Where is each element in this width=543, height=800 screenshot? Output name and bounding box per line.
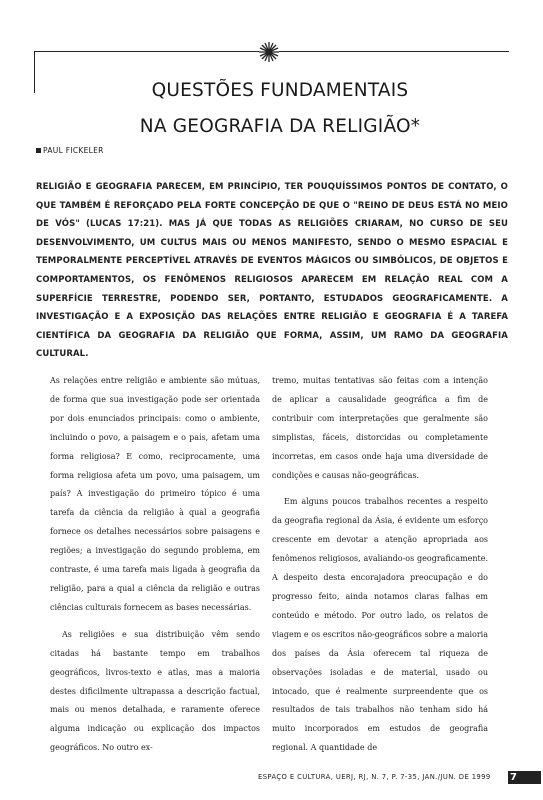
title-frame-left [34, 51, 35, 93]
page-number: 7 [508, 771, 541, 784]
sunburst-ornament-icon [258, 41, 280, 63]
paragraph: As relações entre religião e ambiente são mútuas, de forma que sua investigação pode ser orientada por dois enunciados principais: como o ambiente, incluindo o povo, a paisagem e o país, afetam uma forma religiosa? E como, reciprocamente, uma forma religiosa afeta um povo, uma paisagem, um país? A investigação do primeiro tópico é uma tarefa da ciência da religião à qual a geografia fornece os detalhes necessários sobre paisagens e regiões; a investigação do segundo problema, em contraste, é uma tarefa mais ligada à geografia da religião, para a qual a ciência da religião e outras ciências culturais fornecem as bases necessárias. [50, 376, 260, 612]
author-name: PAUL FICKELER [43, 146, 104, 155]
bullet-square-icon [36, 148, 41, 153]
left-column [50, 372, 260, 758]
paragraph: Em alguns poucos trabalhos recentes a respeito da geografia regional da Ásia, é evidente um esforço crescente em devotar a atenção apropriada aos fenômenos religiosos, avaliando-os geograficamente. A despeito desta encorajadora preocupação e do progresso feito, ainda notamos claras falhas em conteúdo e método. Por outro lado, os relatos de viagem e os escritos não-geográficos sobre a maioria dos países da Ásia oferecem tal riqueza de observações isoladas e de material, usado ou intocado, que é realmente surpreendente que os resultados de tais trabalhos não tenham sido há muito incorporados em estudos de geografia regional. A quantidade de [272, 497, 488, 753]
paragraph: tremo, muitas tentativas são feitas com a intenção de aplicar a causalidade geográfica a fim de contribuir com interpretações que geralmente são simplistas, fáceis, distorcidas ou completamente incorretas, em casos onde haja uma diversidade de condições e causas não-geográficas. [272, 376, 488, 480]
paragraph: As religiões e sua distribuição vêm sendo citadas há bastante tempo em trabalhos geográficos, livros-texto e atlas, mas a maioria destes dificilmente ultrapassa a descrição factual, mais ou menos detalhada, e raramente oferece alguma indicação ou explicação dos impactos geográficos. No outro ex- [50, 629, 260, 753]
abstract: RELIGIÃO E GEOGRAFIA PARECEM, EM PRINCÍPIO, TER POUQUÍSSIMOS PONTOS DE CONTATO, O QUE TAMBÉM É REFORÇADO PELA FORTE CONCEPÇÃO DE QUE O "REINO DE DEUS ESTÁ NO MEIO DE VÓS" (LUCAS 17:21). MAS JÁ QUE TODAS AS RELIGIÕES CRIARAM, NO CURSO DE SEU DESENVOLVIMENTO, UM CULTUS MAIS OU MENOS MANIFESTO, SENDO O MESMO ESPACIAL E TEMPORALMENTE PERCEPTÍVEL ATRAVÉS DE EVENTOS MÁGICOS OU SIMBÓLICOS, DE OBJETOS E COMPORTAMENTOS, OS FENÔMENOS RELIGIOSOS APARECEM EM RELAÇÃO REAL COM A SUPERFÍCIE TERRESTRE, PODENDO SER, PORTANTO, ESTUDADOS GEOGRAFICAMENTE. A INVESTIGAÇÃO E A EXPOSIÇÃO DAS RELAÇÕES ENTRE RELIGIÃO E GEOGRAFIA É A TAREFA CIENTÍFICA DA GEOGRAFIA DA RELIGIÃO QUE FORMA, ASSIM, UM RAMO DA GEOGRAFIA CULTURAL. [36, 182, 508, 360]
footer-citation: ESPAÇO E CULTURA, UERJ, RJ, N. 7, P. 7-35, JAN./JUN. DE 1999 [258, 773, 491, 781]
right-column [272, 372, 488, 758]
title-frame-top-left [34, 51, 259, 52]
title-frame-top-right [279, 51, 509, 52]
page-title-line2: NA GEOGRAFIA DA RELIGIÃO* [139, 116, 421, 137]
page-title-line1: QUESTÕES FUNDAMENTAIS [151, 80, 409, 101]
author-line [36, 146, 104, 155]
